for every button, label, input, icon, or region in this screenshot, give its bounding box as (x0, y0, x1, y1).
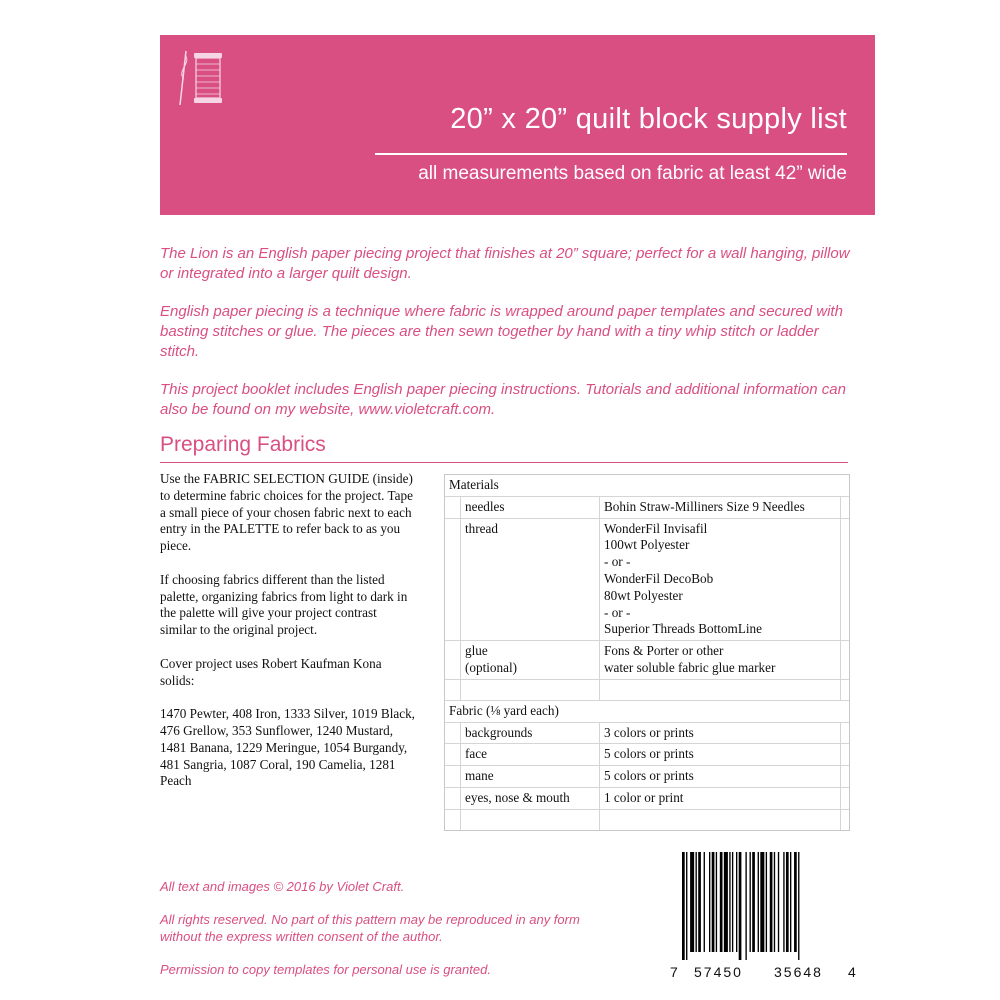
item-cell: thread (461, 519, 600, 641)
needle-and-spool-icon (172, 49, 232, 107)
barcode-bar (778, 852, 779, 952)
table-row (445, 518, 849, 641)
supply-table (444, 474, 850, 831)
barcode-bar (720, 852, 723, 952)
barcode-bar (732, 852, 733, 952)
table-row (445, 496, 849, 518)
desc-cell: WonderFil Invisafil 100wt Polyester - or - WonderFil DecoBob 80wt Polyester - or - Superior Threads BottomLine (600, 519, 841, 641)
barcode-group-2: 35648 (774, 964, 823, 980)
rights-text: All rights reserved. No part of this pattern may be reproduced in any form without the express written consent of the author. (160, 912, 580, 944)
barcode-bar (770, 852, 773, 952)
barcode-bar (745, 852, 746, 960)
body-paragraph: Cover project uses Robert Kaufman Kona solids: (160, 655, 382, 688)
barcode-bar (682, 852, 685, 960)
page-title: 20” x 20” quilt block supply list (450, 103, 847, 135)
intro-paragraph: This project booklet includes English paper piecing instructions. Tutorials and additional information can also be found on my website, www.violetcraft.com. (160, 381, 846, 418)
desc-cell: 5 colors or prints (600, 744, 841, 765)
intro-text (160, 244, 860, 438)
barcode-bar (739, 852, 742, 960)
title-banner (160, 35, 875, 215)
table-row (445, 787, 849, 809)
table-row (445, 640, 849, 679)
barcode-bar (696, 852, 697, 952)
barcode-bar (698, 852, 701, 952)
table-header-row (445, 700, 849, 722)
intro-paragraph: The Lion is an English paper piecing project that finishes at 20” square; perfect for a wall hanging, pillow or integrated into a larger quilt design. (160, 245, 850, 282)
item-cell: needles (461, 497, 600, 518)
item-cell: face (461, 744, 600, 765)
barcode-bar (760, 852, 764, 952)
table-row-empty (445, 809, 849, 830)
fabric-header: Fabric (⅛ yard each) (449, 702, 559, 718)
item-cell: glue (optional) (461, 641, 600, 679)
barcode-bar (790, 852, 791, 952)
color-list: 1470 Pewter, 408 Iron, 1333 Silver, 1019 Black, 476 Grellow, 353 Sunflower, 1240 Mustard, 1481 Banana, 1229 Meringue, 1054 Burgandy, 481 Sangria, 1087 Coral, 190 Camelia, 1281 Peach (160, 706, 415, 789)
barcode-bar (736, 852, 737, 952)
banner-divider (375, 153, 847, 155)
body-paragraph: Use the FABRIC SELECTION GUIDE (inside) to determine fabric choices for the project. Tape a small piece of your chosen fabric next to each entry in the PALETTE to refer back to as you piece. (160, 471, 413, 554)
barcode (682, 852, 842, 960)
barcode-bar (752, 852, 755, 952)
page-subtitle: all measurements based on fabric at least 42” wide (418, 163, 847, 184)
table-row (445, 743, 849, 765)
barcode-bar (724, 852, 728, 952)
item-cell: mane (461, 766, 600, 787)
barcode-group-1: 57450 (694, 964, 743, 980)
table-header-row (445, 475, 849, 496)
barcode-digit-left: 7 (670, 964, 678, 980)
barcode-bar (750, 852, 751, 952)
table-row-empty (445, 679, 849, 700)
desc-cell: 1 color or print (600, 788, 841, 809)
body-paragraph: If choosing fabrics different than the listed palette, organizing fabrics from light to dark in the palette will give your project contrast similar to the original project. (160, 571, 408, 638)
desc-cell: 5 colors or prints (600, 766, 841, 787)
intro-paragraph: English paper piecing is a technique where fabric is wrapped around paper templates and secured with basting stitches or glue. The pieces are then sewn together by hand with a tiny whip stitch or ladder stitch. (160, 303, 843, 360)
materials-header: Materials (449, 477, 499, 492)
barcode-bar (766, 852, 767, 952)
barcode-bar (690, 852, 694, 952)
permission-text: Permission to copy templates for personal use is granted. (160, 962, 491, 977)
barcode-bar (686, 852, 687, 960)
table-row (445, 722, 849, 744)
barcode-bar (712, 852, 715, 952)
barcode-bar (774, 852, 775, 952)
item-cell: eyes, nose & mouth (461, 788, 600, 809)
table-row (445, 765, 849, 787)
barcode-bar (783, 852, 784, 952)
section-divider (160, 462, 848, 463)
desc-cell: Fons & Porter or other water soluble fabric glue marker (600, 641, 841, 679)
barcode-bar (704, 852, 705, 952)
barcode-bar (798, 852, 799, 960)
item-cell: backgrounds (461, 723, 600, 744)
barcode-bar (786, 852, 789, 952)
preparing-fabrics-text (160, 471, 415, 807)
desc-cell: 3 colors or prints (600, 723, 841, 744)
barcode-bar (758, 852, 759, 952)
section-heading: Preparing Fabrics (160, 433, 326, 456)
copyright-text: All text and images © 2016 by Violet Craft. (160, 879, 405, 894)
barcode-bar (794, 852, 797, 952)
barcode-digit-right: 4 (848, 964, 856, 980)
barcode-bar (729, 852, 730, 952)
barcode-bar (716, 852, 717, 952)
barcode-bar (709, 852, 710, 952)
desc-cell: Bohin Straw-Milliners Size 9 Needles (600, 497, 841, 518)
